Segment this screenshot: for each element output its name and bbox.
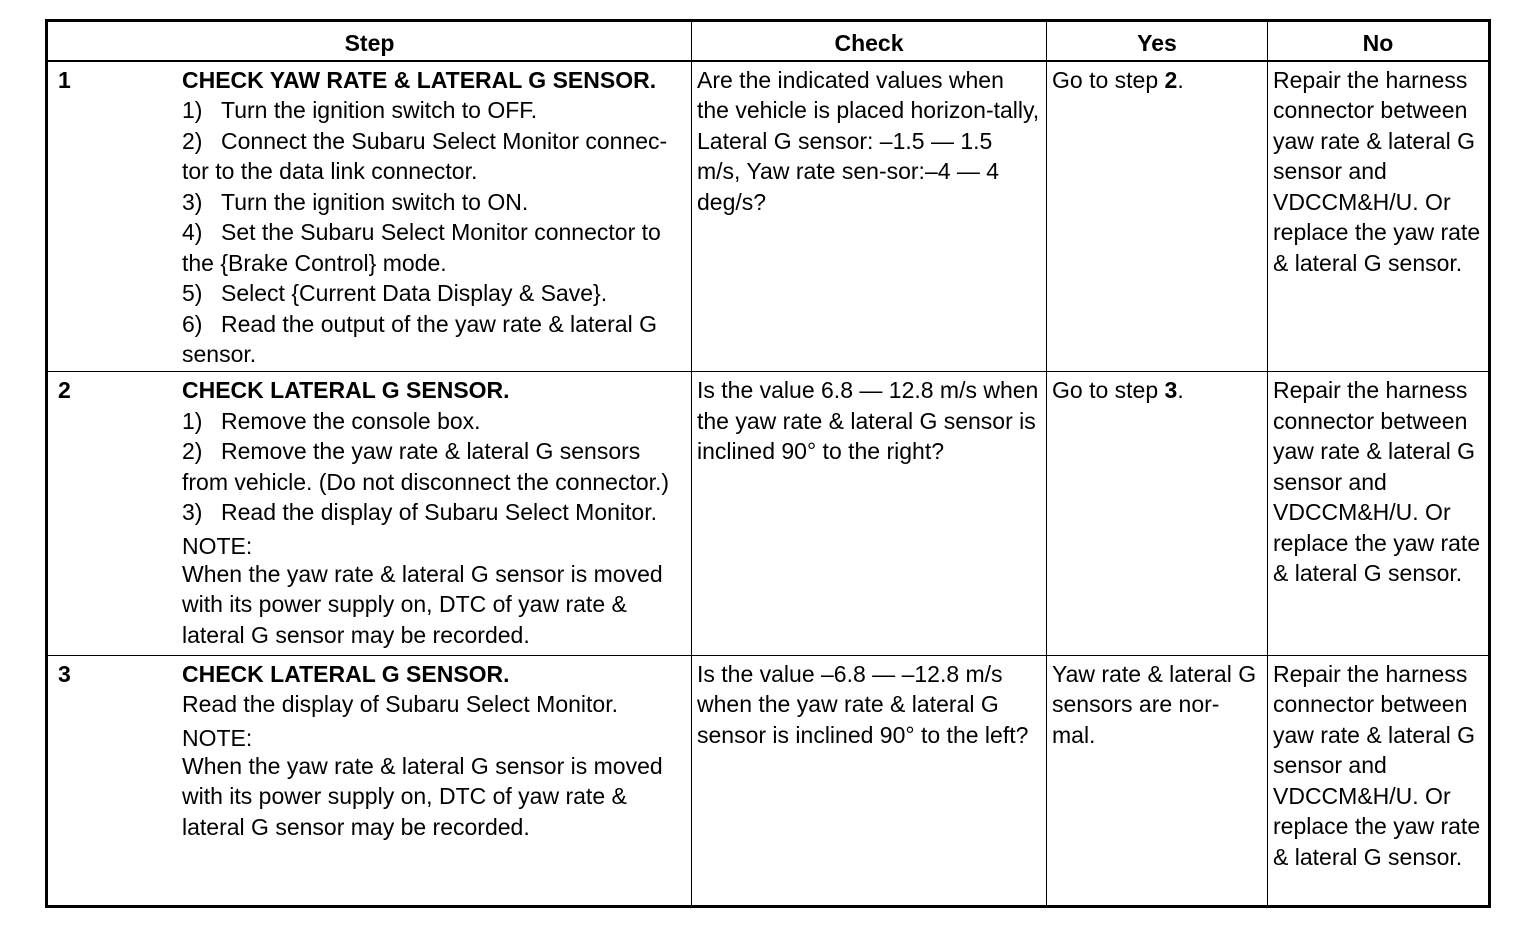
step-number: 1: [58, 66, 71, 93]
substep: 1) Remove the console box.: [182, 407, 481, 434]
no-cell: Repair the harness connector between yaw rate & lateral G sensor and VDCCM&H/U. Or replace the yaw rate & lateral G sensor.: [1268, 655, 1490, 906]
step-title: CHECK LATERAL G SENSOR.: [182, 377, 510, 404]
step-number: 2: [58, 377, 71, 404]
no-cell: Repair the harness connector between yaw rate & lateral G sensor and VDCCM&H/U. Or replace the yaw rate & lateral G sensor.: [1268, 372, 1490, 656]
note-heading: NOTE:: [182, 532, 253, 559]
step-instruction: Read the display of Subaru Select Monitor.: [182, 691, 618, 718]
yes-cell: Yaw rate & lateral G sensors are nor-mal.: [1047, 655, 1268, 906]
step-title: CHECK YAW RATE & LATERAL G SENSOR.: [182, 66, 657, 93]
step-reference: 2: [1164, 66, 1178, 93]
yes-cell: Go to step 2.: [1047, 61, 1268, 372]
substep: 1) Turn the ignition switch to OFF.: [182, 97, 538, 123]
check-cell: Is the value 6.8 — 12.8 m/s when the yaw rate & lateral G sensor is inclined 90° to the right?: [692, 372, 1047, 656]
step-cell: [47, 655, 692, 906]
step-cell: [47, 61, 692, 372]
note-heading: NOTE:: [182, 724, 253, 751]
note-text: When the yaw rate & lateral G sensor is moved with its power supply on, DTC of yaw rate & lateral G sensor may be recorded.: [182, 560, 663, 648]
table-row: [47, 61, 1490, 372]
table-row: [47, 372, 1490, 656]
yes-cell: Go to step 3.: [1047, 372, 1268, 656]
step-cell: [47, 372, 692, 656]
step-reference: 3: [1164, 377, 1178, 404]
substep: 2) Connect the Subaru Select Monitor connec-tor to the data link connector.: [182, 127, 668, 184]
header-step: Step: [47, 21, 692, 61]
no-cell: Repair the harness connector between yaw rate & lateral G sensor and VDCCM&H/U. Or replace the yaw rate & lateral G sensor.: [1268, 61, 1490, 372]
diagnostic-table: [45, 19, 1491, 908]
check-cell: Is the value –6.8 — –12.8 m/s when the yaw rate & lateral G sensor is inclined 90° to the left?: [692, 655, 1047, 906]
substep: 3) Read the display of Subaru Select Monitor.: [182, 499, 657, 526]
table-row: [47, 655, 1490, 906]
note-text: When the yaw rate & lateral G sensor is moved with its power supply on, DTC of yaw rate & lateral G sensor may be recorded.: [182, 752, 663, 840]
header-check: Check: [692, 21, 1047, 61]
header-row: [47, 21, 1490, 61]
check-cell: Are the indicated values when the vehicle is placed horizon-tally, Lateral G sensor: –1.5 — 1.5 m/s, Yaw rate sen-sor:–4 — 4 deg/s?: [692, 61, 1047, 372]
substep: 4) Set the Subaru Select Monitor connector to the {Brake Control} mode.: [182, 219, 661, 276]
substep: 3) Turn the ignition switch to ON.: [182, 188, 529, 215]
substep: 6) Read the output of the yaw rate & lateral G sensor.: [182, 310, 657, 367]
header-no: No: [1268, 21, 1490, 61]
substep: 5) Select {Current Data Display & Save}.: [182, 280, 608, 306]
step-number: 3: [58, 660, 71, 687]
step-title: CHECK LATERAL G SENSOR.: [182, 660, 510, 687]
header-yes: Yes: [1047, 21, 1268, 61]
substep: 2) Remove the yaw rate & lateral G sensors from vehicle. (Do not disconnect the connector.): [182, 438, 670, 495]
